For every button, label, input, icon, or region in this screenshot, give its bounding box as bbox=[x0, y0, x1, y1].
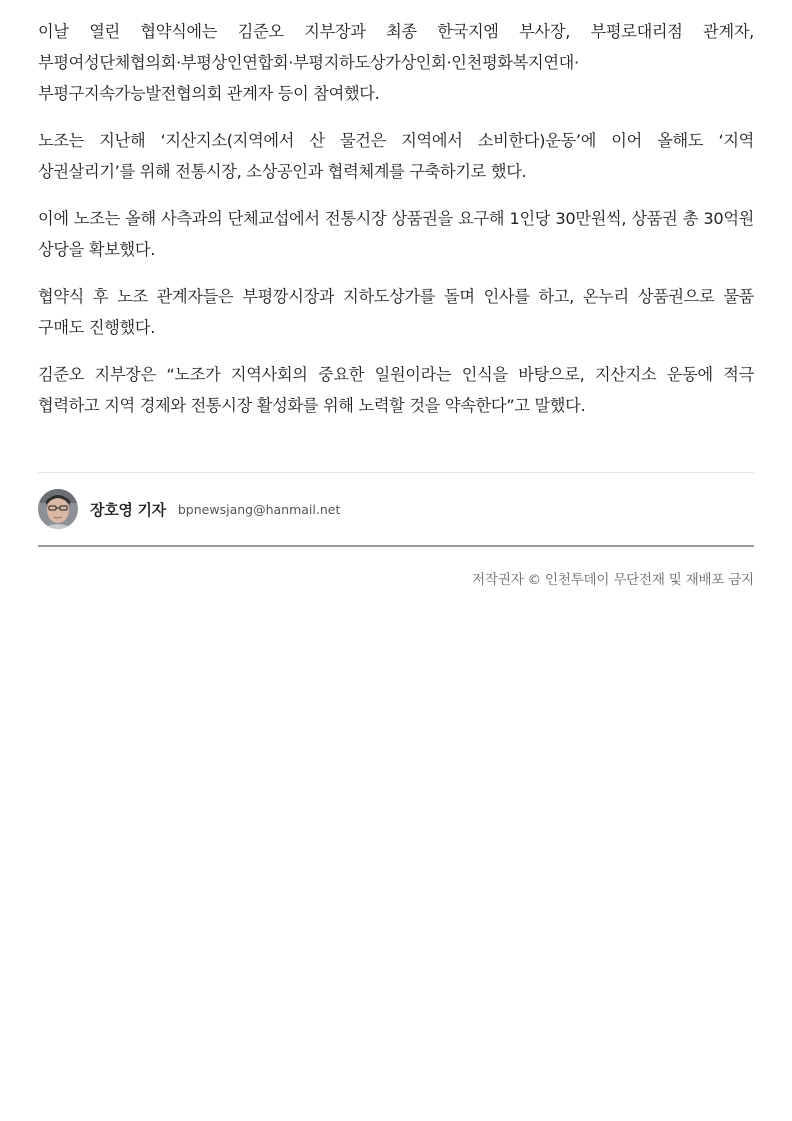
copyright-notice: 저작권자 © 인천투데이 무단전재 및 재배포 금지 bbox=[472, 572, 754, 588]
byline-divider-top bbox=[38, 472, 754, 473]
reporter-email-link[interactable]: bpnewsjang@hanmail.net bbox=[177, 501, 341, 517]
byline-divider-bottom bbox=[38, 545, 754, 547]
reporter-avatar[interactable] bbox=[38, 489, 78, 529]
reporter-name[interactable]: 장호영 기자 bbox=[90, 500, 166, 519]
reporter-byline bbox=[38, 488, 754, 530]
avatar-photo-icon bbox=[38, 489, 78, 529]
article-body bbox=[38, 16, 754, 437]
article-paragraph: 이에 노조는 올해 사측과의 단체교섭에서 전통시장 상품권을 요구해 1인당 30만원씩, 상품권 총 30억원 상당을 확보했다. bbox=[38, 209, 754, 259]
article-paragraph: 노조는 지난해 ‘지산지소(지역에서 산 물건은 지역에서 소비한다)운동’에 이어 올해도 ‘지역 상권살리기’를 위해 전통시장, 소상공인과 협력체계를 구축하기로 했다. bbox=[38, 131, 754, 181]
article-paragraph: 이날 열린 협약식에는 김준오 지부장과 최종 한국지엠 부사장, 부평로대리점 관계자, 부평여성단체협의회·부평상인연합회·부평지하도상가상인회·인천평화복지연대·부평구지속가능발전협의회 관계자 등이 참여했다. bbox=[38, 22, 754, 103]
article-paragraph: 김준오 지부장은 “노조가 지역사회의 중요한 일원이라는 인식을 바탕으로, 지산지소 운동에 적극 협력하고 지역 경제와 전통시장 활성화를 위해 노력할 것을 약속한다”고 말했다. bbox=[38, 365, 754, 415]
article-paragraph: 협약식 후 노조 관계자들은 부평깡시장과 지하도상가를 돌며 인사를 하고, 온누리 상품권으로 물품 구매도 진행했다. bbox=[38, 287, 754, 337]
